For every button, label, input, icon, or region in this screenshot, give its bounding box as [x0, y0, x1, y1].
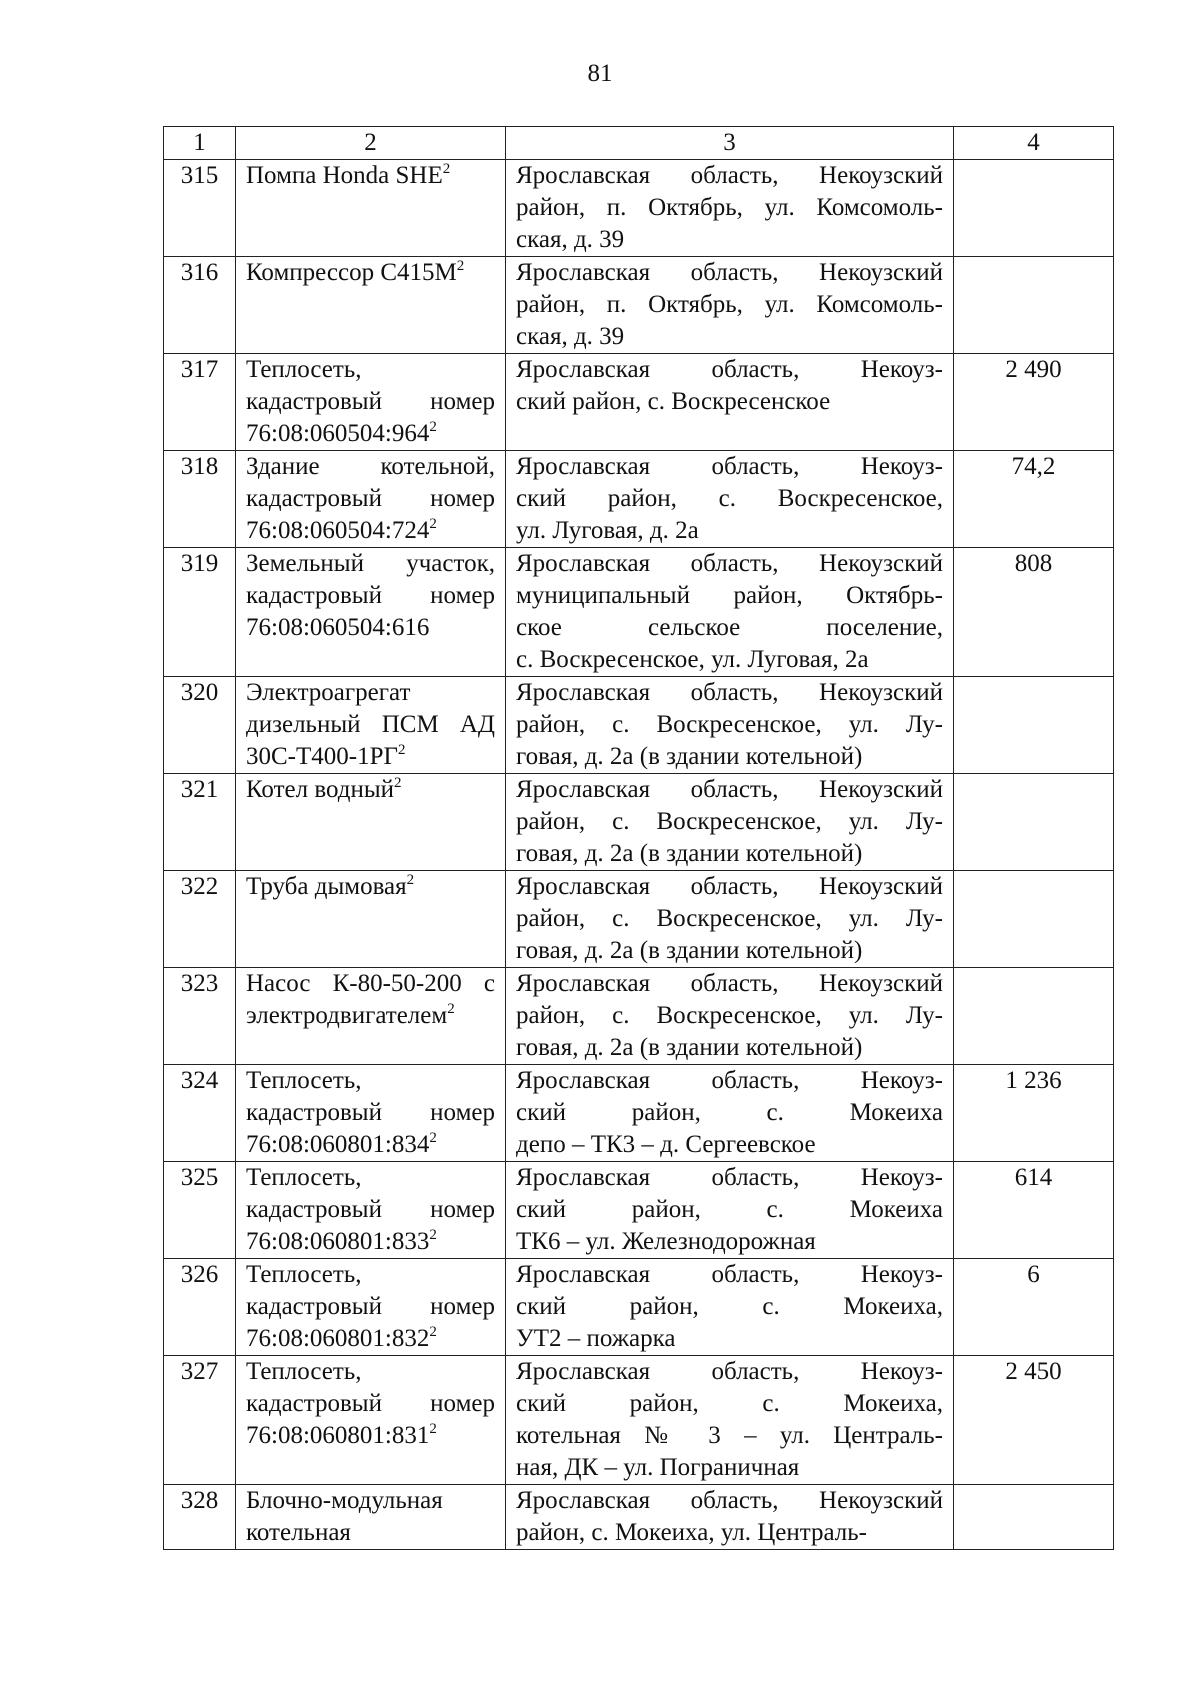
- area-value: [954, 160, 1114, 257]
- object-name-text: кадастровый номер: [246, 1293, 495, 1320]
- table-row: [164, 677, 1114, 774]
- address-line: район, с. Воскресенское, ул. Лу-: [516, 905, 943, 932]
- footnote-marker: 2: [394, 775, 402, 791]
- object-name-text: Теплосеть,: [246, 1164, 362, 1191]
- address-line: Ярославская область, Некоузский: [516, 679, 943, 706]
- object-name-line: [246, 418, 495, 450]
- address-line: Ярославская область, Некоузский: [516, 1487, 943, 1514]
- page-number: 81: [587, 60, 613, 87]
- table-row: [164, 451, 1114, 548]
- area-value: [954, 677, 1114, 774]
- address-cell: [506, 1162, 954, 1259]
- object-name-cell: [236, 1356, 506, 1485]
- address-cell: [506, 257, 954, 354]
- footnote-marker: 2: [429, 1324, 437, 1340]
- object-name-cell: [236, 1065, 506, 1162]
- row-number: 328: [164, 1485, 236, 1550]
- address-line: район, п. Октябрь, ул. Комсомоль-: [516, 194, 943, 221]
- address-cell: [506, 774, 954, 871]
- address-line: говая, д. 2а (в здании котельной): [516, 1034, 863, 1061]
- object-name-line: [246, 871, 495, 903]
- area-value: 74,2: [954, 451, 1114, 548]
- object-name-line: [246, 1129, 495, 1161]
- address-cell: [506, 1259, 954, 1356]
- address-line: муниципальный район, Октябрь-: [516, 582, 943, 609]
- footnote-marker: 2: [429, 1130, 437, 1146]
- area-value: [954, 1485, 1114, 1550]
- object-name-line: [246, 1485, 495, 1517]
- address-cell: [506, 1356, 954, 1485]
- area-value: [954, 968, 1114, 1065]
- object-name-line: [246, 580, 495, 612]
- object-name-line: [246, 741, 495, 773]
- table-row: [164, 774, 1114, 871]
- row-number: 322: [164, 871, 236, 968]
- address-line: ский район, с. Воскресенское,: [516, 485, 943, 512]
- row-number: 317: [164, 354, 236, 451]
- object-name-text: Теплосеть,: [246, 356, 362, 383]
- object-name-line: [246, 1356, 495, 1388]
- object-name-text: котельная: [246, 1519, 351, 1546]
- address-line: ский район, с. Мокеиха,: [516, 1390, 943, 1417]
- address-line: район, с. Воскресенское, ул. Лу-: [516, 808, 943, 835]
- object-name-text: Теплосеть,: [246, 1261, 362, 1288]
- object-name-text: электродвигателем: [246, 1002, 448, 1029]
- column-header-4: 4: [954, 127, 1114, 160]
- object-name-line: [246, 354, 495, 386]
- object-name-line: [246, 483, 495, 515]
- area-value: 6: [954, 1259, 1114, 1356]
- column-header-3: 3: [506, 127, 954, 160]
- object-name-text: кадастровый номер: [246, 582, 495, 609]
- table-row: [164, 871, 1114, 968]
- object-name-text: кадастровый номер: [246, 388, 495, 415]
- table-row: [164, 548, 1114, 677]
- object-name-text: 76:08:060801:831: [246, 1422, 430, 1449]
- address-line: ул. Луговая, д. 2а: [516, 517, 699, 544]
- object-name-text: 76:08:060801:833: [246, 1228, 430, 1255]
- footnote-marker: 2: [406, 872, 415, 888]
- row-number: 325: [164, 1162, 236, 1259]
- object-name-line: [246, 1388, 495, 1420]
- object-name-text: Блочно-модульная: [246, 1487, 443, 1514]
- table-row: [164, 968, 1114, 1065]
- table-row: [164, 1356, 1114, 1485]
- area-value: [954, 774, 1114, 871]
- object-name-line: [246, 1259, 495, 1291]
- object-name-text: Помпа Honda SHE: [246, 162, 443, 189]
- object-name-cell: [236, 160, 506, 257]
- object-name-cell: [236, 1259, 506, 1356]
- object-name-line: [246, 257, 495, 289]
- address-line: ское сельское поселение,: [516, 614, 943, 641]
- object-name-text: Электроагрегат: [246, 679, 411, 706]
- address-line: депо – ТК3 – д. Сергеевское: [516, 1131, 816, 1158]
- address-line: Ярославская область, Некоузский: [516, 259, 943, 286]
- address-line: говая, д. 2а (в здании котельной): [516, 743, 863, 770]
- address-line: говая, д. 2а (в здании котельной): [516, 840, 863, 867]
- address-line: Ярославская область, Некоузский: [516, 162, 943, 189]
- object-name-text: кадастровый номер: [246, 485, 495, 512]
- area-value: 2 490: [954, 354, 1114, 451]
- object-name-text: кадастровый номер: [246, 1196, 495, 1223]
- object-name-line: [246, 774, 495, 806]
- object-name-line: [246, 451, 495, 483]
- row-number: 323: [164, 968, 236, 1065]
- address-line: ский район, с. Воскресенское: [516, 388, 831, 415]
- object-name-line: [246, 1194, 495, 1226]
- object-name-text: 76:08:060504:616: [246, 614, 430, 641]
- address-line: район, с. Мокеиха, ул. Централь-: [516, 1519, 867, 1546]
- object-name-text: Теплосеть,: [246, 1358, 362, 1385]
- object-name-line: [246, 612, 495, 644]
- table-body: [164, 160, 1114, 1550]
- property-registry-table: [163, 126, 1114, 1550]
- object-name-line: [246, 548, 495, 580]
- table-row: [164, 160, 1114, 257]
- address-line: Ярославская область, Некоузский: [516, 776, 943, 803]
- object-name-text: Котел водный: [246, 776, 395, 803]
- footnote-marker: 2: [429, 419, 437, 435]
- address-cell: [506, 871, 954, 968]
- object-name-cell: [236, 257, 506, 354]
- object-name-text: кадастровый номер: [246, 1390, 495, 1417]
- object-name-cell: [236, 774, 506, 871]
- object-name-cell: [236, 451, 506, 548]
- address-cell: [506, 160, 954, 257]
- footnote-marker: 2: [429, 516, 437, 532]
- object-name-line: [246, 1162, 495, 1194]
- row-number: 320: [164, 677, 236, 774]
- area-value: [954, 257, 1114, 354]
- address-cell: [506, 354, 954, 451]
- address-line: ский район, с. Мокеиха: [516, 1196, 943, 1223]
- object-name-line: [246, 677, 495, 709]
- address-line: район, с. Воскресенское, ул. Лу-: [516, 711, 943, 738]
- table-row: [164, 1162, 1114, 1259]
- address-line: ТК6 – ул. Железнодорожная: [516, 1228, 816, 1255]
- address-cell: [506, 1065, 954, 1162]
- object-name-cell: [236, 1162, 506, 1259]
- address-cell: [506, 548, 954, 677]
- address-line: ский район, с. Мокеиха,: [516, 1293, 943, 1320]
- object-name-text: 76:08:060504:724: [246, 517, 430, 544]
- area-value: 614: [954, 1162, 1114, 1259]
- address-line: Ярославская область, Некоуз-: [516, 1358, 943, 1385]
- address-cell: [506, 451, 954, 548]
- table-row: [164, 257, 1114, 354]
- object-name-line: [246, 1065, 495, 1097]
- address-line: Ярославская область, Некоуз-: [516, 356, 943, 383]
- object-name-cell: [236, 354, 506, 451]
- address-cell: [506, 1485, 954, 1550]
- address-line: ская, д. 39: [516, 323, 625, 350]
- address-line: Ярославская область, Некоузский: [516, 873, 943, 900]
- row-number: 318: [164, 451, 236, 548]
- object-name-line: [246, 386, 495, 418]
- address-line: Ярославская область, Некоуз-: [516, 1164, 943, 1191]
- address-line: Ярославская область, Некоузский: [516, 550, 943, 577]
- object-name-line: [246, 968, 495, 1000]
- footnote-marker: 2: [429, 1421, 437, 1437]
- column-header-2: 2: [236, 127, 506, 160]
- object-name-line: [246, 1226, 495, 1258]
- row-number: 327: [164, 1356, 236, 1485]
- area-value: 1 236: [954, 1065, 1114, 1162]
- column-header-1: 1: [164, 127, 236, 160]
- address-line: Ярославская область, Некоуз-: [516, 453, 943, 480]
- object-name-text: Здание котельной,: [246, 453, 495, 480]
- area-value: 2 450: [954, 1356, 1114, 1485]
- object-name-text: Земельный участок,: [246, 550, 495, 577]
- object-name-cell: [236, 548, 506, 677]
- address-line: ский район, с. Мокеиха: [516, 1099, 943, 1126]
- object-name-line: [246, 1517, 495, 1549]
- object-name-text: 30С-Т400-1РГ: [246, 743, 398, 770]
- address-line: Ярославская область, Некоуз-: [516, 1067, 943, 1094]
- row-number: 316: [164, 257, 236, 354]
- object-name-line: [246, 515, 495, 547]
- address-cell: [506, 677, 954, 774]
- row-number: 326: [164, 1259, 236, 1356]
- address-line: район, п. Октябрь, ул. Комсомоль-: [516, 291, 943, 318]
- footnote-marker: 2: [456, 258, 465, 274]
- address-line: ская, д. 39: [516, 226, 625, 253]
- object-name-line: [246, 709, 495, 741]
- address-line: ная, ДК – ул. Пограничная: [516, 1454, 800, 1481]
- address-line: Ярославская область, Некоузский: [516, 970, 943, 997]
- footnote-marker: 2: [429, 1227, 437, 1243]
- address-line: с. Воскресенское, ул. Луговая, 2а: [516, 646, 869, 673]
- object-name-text: Труба дымовая: [246, 873, 407, 900]
- object-name-text: Теплосеть,: [246, 1067, 362, 1094]
- address-line: УТ2 – пожарка: [516, 1325, 676, 1352]
- object-name-line: [246, 1097, 495, 1129]
- object-name-cell: [236, 1485, 506, 1550]
- object-name-text: 76:08:060801:832: [246, 1325, 430, 1352]
- object-name-line: [246, 1323, 495, 1355]
- footnote-marker: 2: [397, 742, 406, 758]
- address-line: котельная № 3 – ул. Централь-: [516, 1422, 943, 1449]
- object-name-line: [246, 160, 495, 192]
- object-name-text: Компрессор С415М: [246, 259, 457, 286]
- object-name-text: дизельный ПСМ АД: [246, 711, 495, 738]
- footnote-marker: 2: [447, 1001, 455, 1017]
- object-name-cell: [236, 968, 506, 1065]
- object-name-text: Насос К-80-50-200 с: [246, 970, 495, 997]
- object-name-text: кадастровый номер: [246, 1099, 495, 1126]
- area-value: 808: [954, 548, 1114, 677]
- object-name-cell: [236, 871, 506, 968]
- row-number: 315: [164, 160, 236, 257]
- address-line: говая, д. 2а (в здании котельной): [516, 937, 863, 964]
- address-line: район, с. Воскресенское, ул. Лу-: [516, 1002, 943, 1029]
- row-number: 321: [164, 774, 236, 871]
- object-name-text: 76:08:060504:964: [246, 420, 430, 447]
- area-value: [954, 871, 1114, 968]
- object-name-text: 76:08:060801:834: [246, 1131, 430, 1158]
- object-name-cell: [236, 677, 506, 774]
- table-row: [164, 1485, 1114, 1550]
- table-row: [164, 354, 1114, 451]
- object-name-line: [246, 1000, 495, 1032]
- object-name-line: [246, 1420, 495, 1452]
- table-row: [164, 1259, 1114, 1356]
- row-number: 319: [164, 548, 236, 677]
- table-row: [164, 1065, 1114, 1162]
- address-cell: [506, 968, 954, 1065]
- table-header-row: [164, 127, 1114, 160]
- footnote-marker: 2: [442, 161, 451, 177]
- address-line: Ярославская область, Некоуз-: [516, 1261, 943, 1288]
- row-number: 324: [164, 1065, 236, 1162]
- object-name-line: [246, 1291, 495, 1323]
